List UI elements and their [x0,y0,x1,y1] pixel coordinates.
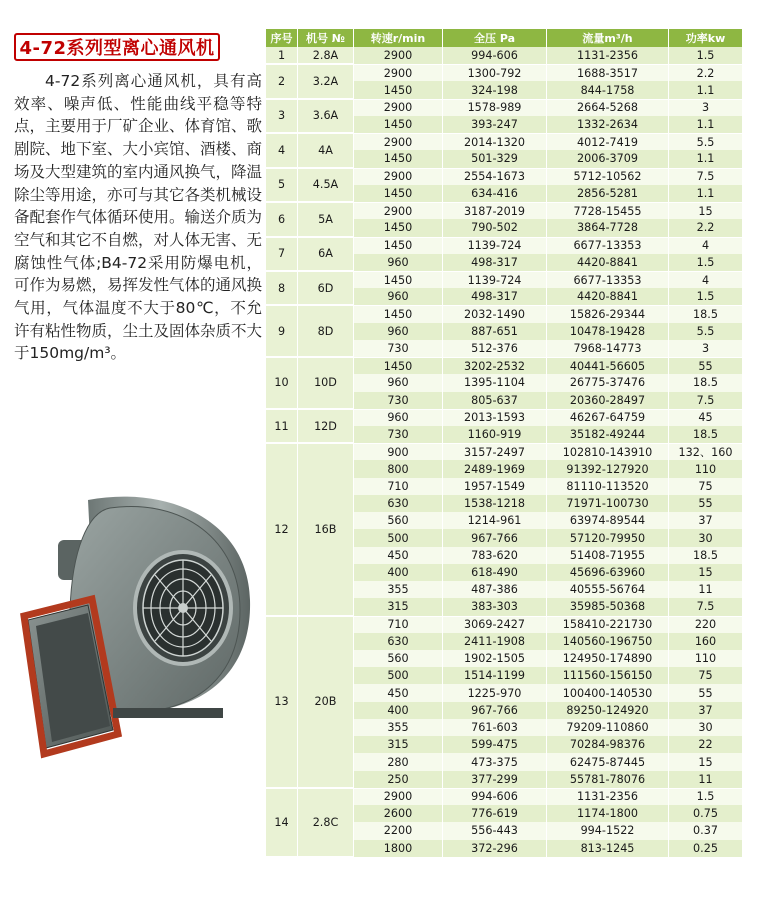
power-cell: 1.5 [669,288,743,305]
pressure-cell: 556-443 [443,822,547,839]
flow-cell: 3864-7728 [547,219,669,236]
power-cell: 7.5 [669,392,743,409]
flow-cell: 20360-28497 [547,392,669,409]
pressure-cell: 512-376 [443,340,547,357]
speed-cell: 2200 [354,822,443,839]
group-model: 2.8A [298,47,354,64]
header-model: 机号 № [298,29,354,47]
pressure-cell: 501-329 [443,150,547,167]
group-number: 13 [266,616,298,788]
flow-cell: 46267-64759 [547,409,669,426]
flow-cell: 140560-196750 [547,633,669,650]
group-model: 3.6A [298,99,354,133]
flow-cell: 40441-56605 [547,357,669,374]
pressure-cell: 372-296 [443,840,547,857]
pressure-cell: 1395-1104 [443,374,547,391]
group-number: 12 [266,443,298,615]
power-cell: 1.1 [669,116,743,133]
pressure-cell: 1514-1199 [443,667,547,684]
pressure-cell: 967-766 [443,529,547,546]
flow-cell: 71971-100730 [547,495,669,512]
speed-cell: 355 [354,581,443,598]
description-text: 4-72系列离心通风机，具有高效率、噪声低、性能曲线平稳等特点，主要用于厂矿企业、体育馆、歌剧院、地下室、大小宾馆、酒楼、商场及大型建筑的室内通风换气，降温除尘等用途，亦可与其它各类机械设备配套作气体循环使用。输送介质为空气和其它不自燃，对人体无害、无腐蚀性气体;B4-72采用防爆电机，可作为易燃，易挥发性气体的通风换气用，气体温度不大于80℃，不允许有粘性物质，尘土及固体杂质不大于150mg/m³。 [14,72,263,363]
power-cell: 3 [669,340,743,357]
speed-cell: 900 [354,443,443,460]
product-title: 4-72系列型离心通风机 [14,33,220,61]
pressure-cell: 2411-1908 [443,633,547,650]
speed-cell: 450 [354,684,443,701]
flow-cell: 1131-2356 [547,47,669,64]
flow-cell: 79209-110860 [547,719,669,736]
pressure-cell: 634-416 [443,185,547,202]
flow-cell: 6677-13353 [547,271,669,288]
centrifugal-fan-image [18,480,263,760]
speed-cell: 730 [354,426,443,443]
group-model: 10D [298,357,354,409]
speed-cell: 1450 [354,357,443,374]
product-description [14,70,262,365]
group-model: 4.5A [298,168,354,202]
speed-cell: 960 [354,409,443,426]
flow-cell: 40555-56764 [547,581,669,598]
flow-cell: 4420-8841 [547,254,669,271]
power-cell: 55 [669,495,743,512]
group-model: 6A [298,237,354,271]
power-cell: 11 [669,581,743,598]
power-cell: 5.5 [669,323,743,340]
group-number: 2 [266,64,298,98]
speed-cell: 1450 [354,271,443,288]
speed-cell: 1800 [354,840,443,857]
group-model: 16B [298,443,354,615]
power-cell: 1.5 [669,47,743,64]
power-cell: 110 [669,650,743,667]
flow-cell: 7968-14773 [547,340,669,357]
speed-cell: 315 [354,598,443,615]
flow-cell: 124950-174890 [547,650,669,667]
power-cell: 1.5 [669,254,743,271]
group-number: 8 [266,271,298,305]
power-cell: 37 [669,512,743,529]
power-cell: 5.5 [669,133,743,150]
speed-cell: 2900 [354,788,443,805]
group-number: 1 [266,47,298,64]
pressure-cell: 994-606 [443,47,547,64]
pressure-cell: 1225-970 [443,684,547,701]
speed-cell: 2900 [354,168,443,185]
power-cell: 220 [669,616,743,633]
flow-cell: 2856-5281 [547,185,669,202]
speed-cell: 1450 [354,237,443,254]
speed-cell: 730 [354,392,443,409]
pressure-cell: 1139-724 [443,271,547,288]
speed-cell: 315 [354,736,443,753]
group-model: 12D [298,409,354,443]
speed-cell: 400 [354,702,443,719]
speed-cell: 2900 [354,202,443,219]
power-cell: 18.5 [669,305,743,322]
speed-cell: 960 [354,323,443,340]
pressure-cell: 487-386 [443,581,547,598]
group-model: 8D [298,305,354,357]
power-cell: 30 [669,719,743,736]
pressure-cell: 3069-2427 [443,616,547,633]
speed-cell: 560 [354,650,443,667]
pressure-cell: 3157-2497 [443,443,547,460]
speed-cell: 710 [354,478,443,495]
group-model: 6D [298,271,354,305]
flow-cell: 70284-98376 [547,736,669,753]
power-cell: 110 [669,460,743,477]
speed-cell: 710 [354,616,443,633]
group-number: 14 [266,788,298,857]
speed-cell: 560 [354,512,443,529]
speed-cell: 2900 [354,99,443,116]
power-cell: 4 [669,271,743,288]
flow-cell: 1332-2634 [547,116,669,133]
pressure-cell: 1139-724 [443,237,547,254]
pressure-cell: 473-375 [443,753,547,770]
group-number: 10 [266,357,298,409]
flow-cell: 6677-13353 [547,237,669,254]
pressure-cell: 994-606 [443,788,547,805]
flow-cell: 15826-29344 [547,305,669,322]
flow-cell: 102810-143910 [547,443,669,460]
pressure-cell: 3187-2019 [443,202,547,219]
power-cell: 15 [669,753,743,770]
speed-cell: 800 [354,460,443,477]
speed-cell: 2900 [354,47,443,64]
flow-cell: 35985-50368 [547,598,669,615]
pressure-cell: 1300-792 [443,64,547,81]
flow-cell: 158410-221730 [547,616,669,633]
flow-cell: 1688-3517 [547,64,669,81]
speed-cell: 630 [354,633,443,650]
power-cell: 55 [669,684,743,701]
power-cell: 30 [669,529,743,546]
power-cell: 132、160 [669,443,743,460]
header-no: 序号 [266,29,298,47]
flow-cell: 7728-15455 [547,202,669,219]
flow-cell: 4012-7419 [547,133,669,150]
group-number: 11 [266,409,298,443]
speed-cell: 400 [354,564,443,581]
speed-cell: 2900 [354,64,443,81]
pressure-cell: 776-619 [443,805,547,822]
flow-cell: 62475-87445 [547,753,669,770]
flow-cell: 100400-140530 [547,684,669,701]
power-cell: 3 [669,99,743,116]
speed-cell: 2900 [354,133,443,150]
speed-cell: 960 [354,288,443,305]
power-cell: 45 [669,409,743,426]
power-cell: 1.5 [669,788,743,805]
pressure-cell: 498-317 [443,288,547,305]
pressure-cell: 498-317 [443,254,547,271]
speed-cell: 250 [354,771,443,788]
flow-cell: 91392-127920 [547,460,669,477]
flow-cell: 1174-1800 [547,805,669,822]
power-cell: 0.25 [669,840,743,857]
speed-cell: 960 [354,254,443,271]
power-cell: 0.75 [669,805,743,822]
pressure-cell: 1957-1549 [443,478,547,495]
flow-cell: 51408-71955 [547,547,669,564]
flow-cell: 81110-113520 [547,478,669,495]
speed-cell: 630 [354,495,443,512]
power-cell: 7.5 [669,168,743,185]
flow-cell: 35182-49244 [547,426,669,443]
speed-cell: 450 [354,547,443,564]
speed-cell: 500 [354,529,443,546]
flow-cell: 994-1522 [547,822,669,839]
pressure-cell: 2013-1593 [443,409,547,426]
speed-cell: 1450 [354,150,443,167]
power-cell: 0.37 [669,822,743,839]
flow-cell: 813-1245 [547,840,669,857]
power-cell: 55 [669,357,743,374]
pressure-cell: 805-637 [443,392,547,409]
pressure-cell: 2014-1320 [443,133,547,150]
power-cell: 15 [669,564,743,581]
speed-cell: 500 [354,667,443,684]
pressure-cell: 1902-1505 [443,650,547,667]
group-model: 3.2A [298,64,354,98]
pressure-cell: 324-198 [443,81,547,98]
speed-cell: 1450 [354,219,443,236]
power-cell: 7.5 [669,598,743,615]
power-cell: 2.2 [669,219,743,236]
power-cell: 1.1 [669,81,743,98]
group-model: 20B [298,616,354,788]
speed-cell: 2600 [354,805,443,822]
pressure-cell: 1214-961 [443,512,547,529]
flow-cell: 89250-124920 [547,702,669,719]
pressure-cell: 790-502 [443,219,547,236]
flow-cell: 63974-89544 [547,512,669,529]
pressure-cell: 1538-1218 [443,495,547,512]
pressure-cell: 887-651 [443,323,547,340]
group-number: 5 [266,168,298,202]
flow-cell: 111560-156150 [547,667,669,684]
group-model: 4A [298,133,354,167]
power-cell: 75 [669,478,743,495]
header-power: 功率kw [669,29,743,47]
power-cell: 1.1 [669,150,743,167]
pressure-cell: 1578-989 [443,99,547,116]
flow-cell: 2664-5268 [547,99,669,116]
pressure-cell: 2554-1673 [443,168,547,185]
power-cell: 18.5 [669,374,743,391]
header-speed: 转速r/min [354,29,443,47]
speed-cell: 730 [354,340,443,357]
speed-cell: 1450 [354,81,443,98]
power-cell: 18.5 [669,547,743,564]
group-number: 9 [266,305,298,357]
power-cell: 160 [669,633,743,650]
pressure-cell: 3202-2532 [443,357,547,374]
group-number: 4 [266,133,298,167]
pressure-cell: 618-490 [443,564,547,581]
group-number: 6 [266,202,298,236]
speed-cell: 960 [354,374,443,391]
pressure-cell: 967-766 [443,702,547,719]
spec-table [266,29,743,874]
flow-cell: 844-1758 [547,81,669,98]
speed-cell: 355 [354,719,443,736]
header-flow: 流量m³/h [547,29,669,47]
speed-cell: 1450 [354,185,443,202]
flow-cell: 2006-3709 [547,150,669,167]
pressure-cell: 393-247 [443,116,547,133]
header-pressure: 全压 Pa [443,29,547,47]
pressure-cell: 383-303 [443,598,547,615]
power-cell: 37 [669,702,743,719]
power-cell: 22 [669,736,743,753]
flow-cell: 57120-79950 [547,529,669,546]
pressure-cell: 599-475 [443,736,547,753]
pressure-cell: 1160-919 [443,426,547,443]
group-number: 3 [266,99,298,133]
power-cell: 1.1 [669,185,743,202]
group-number: 7 [266,237,298,271]
flow-cell: 5712-10562 [547,168,669,185]
power-cell: 75 [669,667,743,684]
flow-cell: 1131-2356 [547,788,669,805]
pressure-cell: 377-299 [443,771,547,788]
speed-cell: 1450 [354,116,443,133]
power-cell: 15 [669,202,743,219]
pressure-cell: 2489-1969 [443,460,547,477]
flow-cell: 55781-78076 [547,771,669,788]
group-model: 5A [298,202,354,236]
flow-cell: 45696-63960 [547,564,669,581]
power-cell: 11 [669,771,743,788]
flow-cell: 4420-8841 [547,288,669,305]
pressure-cell: 2032-1490 [443,305,547,322]
group-model: 2.8C [298,788,354,857]
power-cell: 2.2 [669,64,743,81]
flow-cell: 10478-19428 [547,323,669,340]
pressure-cell: 761-603 [443,719,547,736]
flow-cell: 26775-37476 [547,374,669,391]
pressure-cell: 783-620 [443,547,547,564]
speed-cell: 1450 [354,305,443,322]
speed-cell: 280 [354,753,443,770]
power-cell: 4 [669,237,743,254]
power-cell: 18.5 [669,426,743,443]
